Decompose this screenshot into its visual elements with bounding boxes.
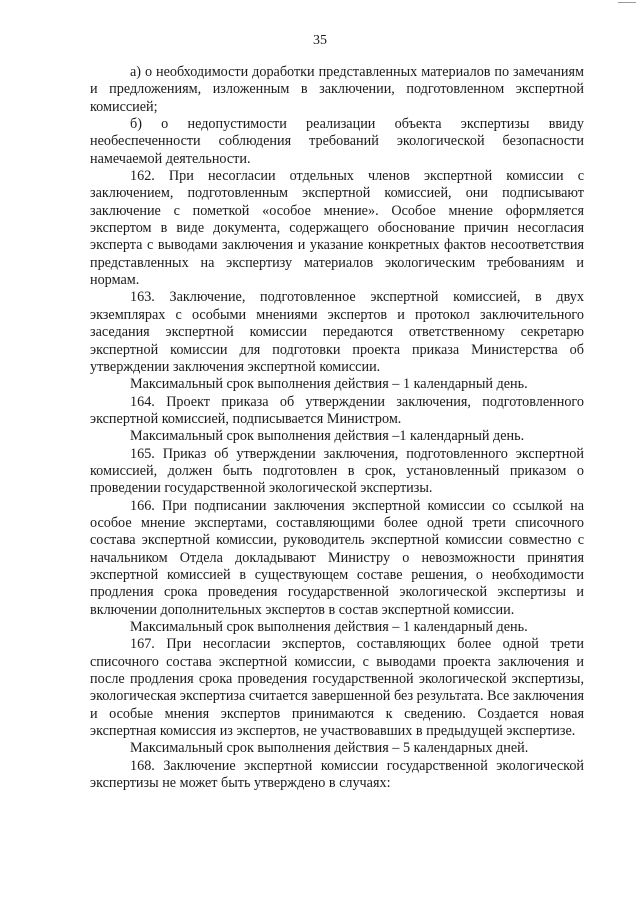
paragraph-166: 166. При подписании заключения экспертной комиссии со ссылкой на особое мнение экспертами, составляющими более одной трети списочного состава экспертной комиссии, руководитель экспертной комиссии совместно с начальником Отдела докладывают Министру о невозможности принятия экспертной комиссией в существующем составе решения, о необходимости продления срока проведения государственной экологической экспертизы и включении дополнительных экспертов в состав экспертной комиссии.: [90, 497, 584, 618]
paragraph-167: 167. При несогласии экспертов, составляющих более одной трети списочного состава экспертной комиссии, с выводами проекта заключения и после продления срока проведения государственной экологической экспертизы, экологическая экспертиза считается завершенной без результата. Все заключения и особые мнения экспертов принимаются к сведению. Создается новая экспертная комиссия из экспертов, не участвовавших в предыдущей экспертизе.: [90, 636, 584, 740]
paragraph-164: 164. Проект приказа об утверждении заключения, подготовленного экспертной комиссией, подписывается Министром.: [90, 393, 584, 427]
paragraph-162: 162. При несогласии отдельных членов экспертной комиссии с заключением, подготовленным экспертной комиссией, они подписывают заключение с пометкой «особое мнение». Особое мнение оформляется экспертом в виде документа, содержащего обоснование причин несогласия эксперта с выводами заключения и указание конкретных фактов несоответствия представленных на экспертизу материалов экологическим требованиям и нормам.: [90, 168, 584, 289]
paragraph-a: а) о необходимости доработки представленных материалов по замечаниям и предложениям, изложенным в заключении, подготовленном экспертной комиссией;: [90, 64, 584, 115]
paragraph-165: 165. Приказ об утверждении заключения, подготовленного экспертной комиссией, должен быть подготовлен в срок, установленный приказом о проведении государственной экологической экспертизы.: [90, 445, 584, 497]
paragraph-163: 163. Заключение, подготовленное экспертной комиссией, в двух экземплярах с особыми мнениями экспертов и протокол заключительного заседания экспертной комиссии передаются ответственному секретарю экспертной комиссии для подготовки проекта приказа Министерства об утверждении заключения экспертной комиссии.: [90, 289, 584, 375]
deadline-164: Максимальный срок выполнения действия –1 календарный день.: [130, 428, 525, 445]
page-number: 35: [313, 33, 327, 48]
paragraph-b: б) о недопустимости реализации объекта экспертизы ввиду необеспеченности соблюдения требований экологической безопасности намечаемой деятельности.: [90, 116, 584, 167]
scan-edge-mark: [618, 2, 636, 3]
deadline-167: Максимальный срок выполнения действия – 5 календарных дней.: [130, 740, 529, 757]
deadline-166: Максимальный срок выполнения действия – 1 календарный день.: [130, 619, 528, 635]
deadline-163: Максимальный срок выполнения действия – 1 календарный день.: [130, 376, 528, 393]
document-body: [90, 64, 584, 792]
paragraph-168: 168. Заключение экспертной комиссии государственной экологической экспертизы не может быть утверждено в случаях:: [90, 757, 584, 792]
